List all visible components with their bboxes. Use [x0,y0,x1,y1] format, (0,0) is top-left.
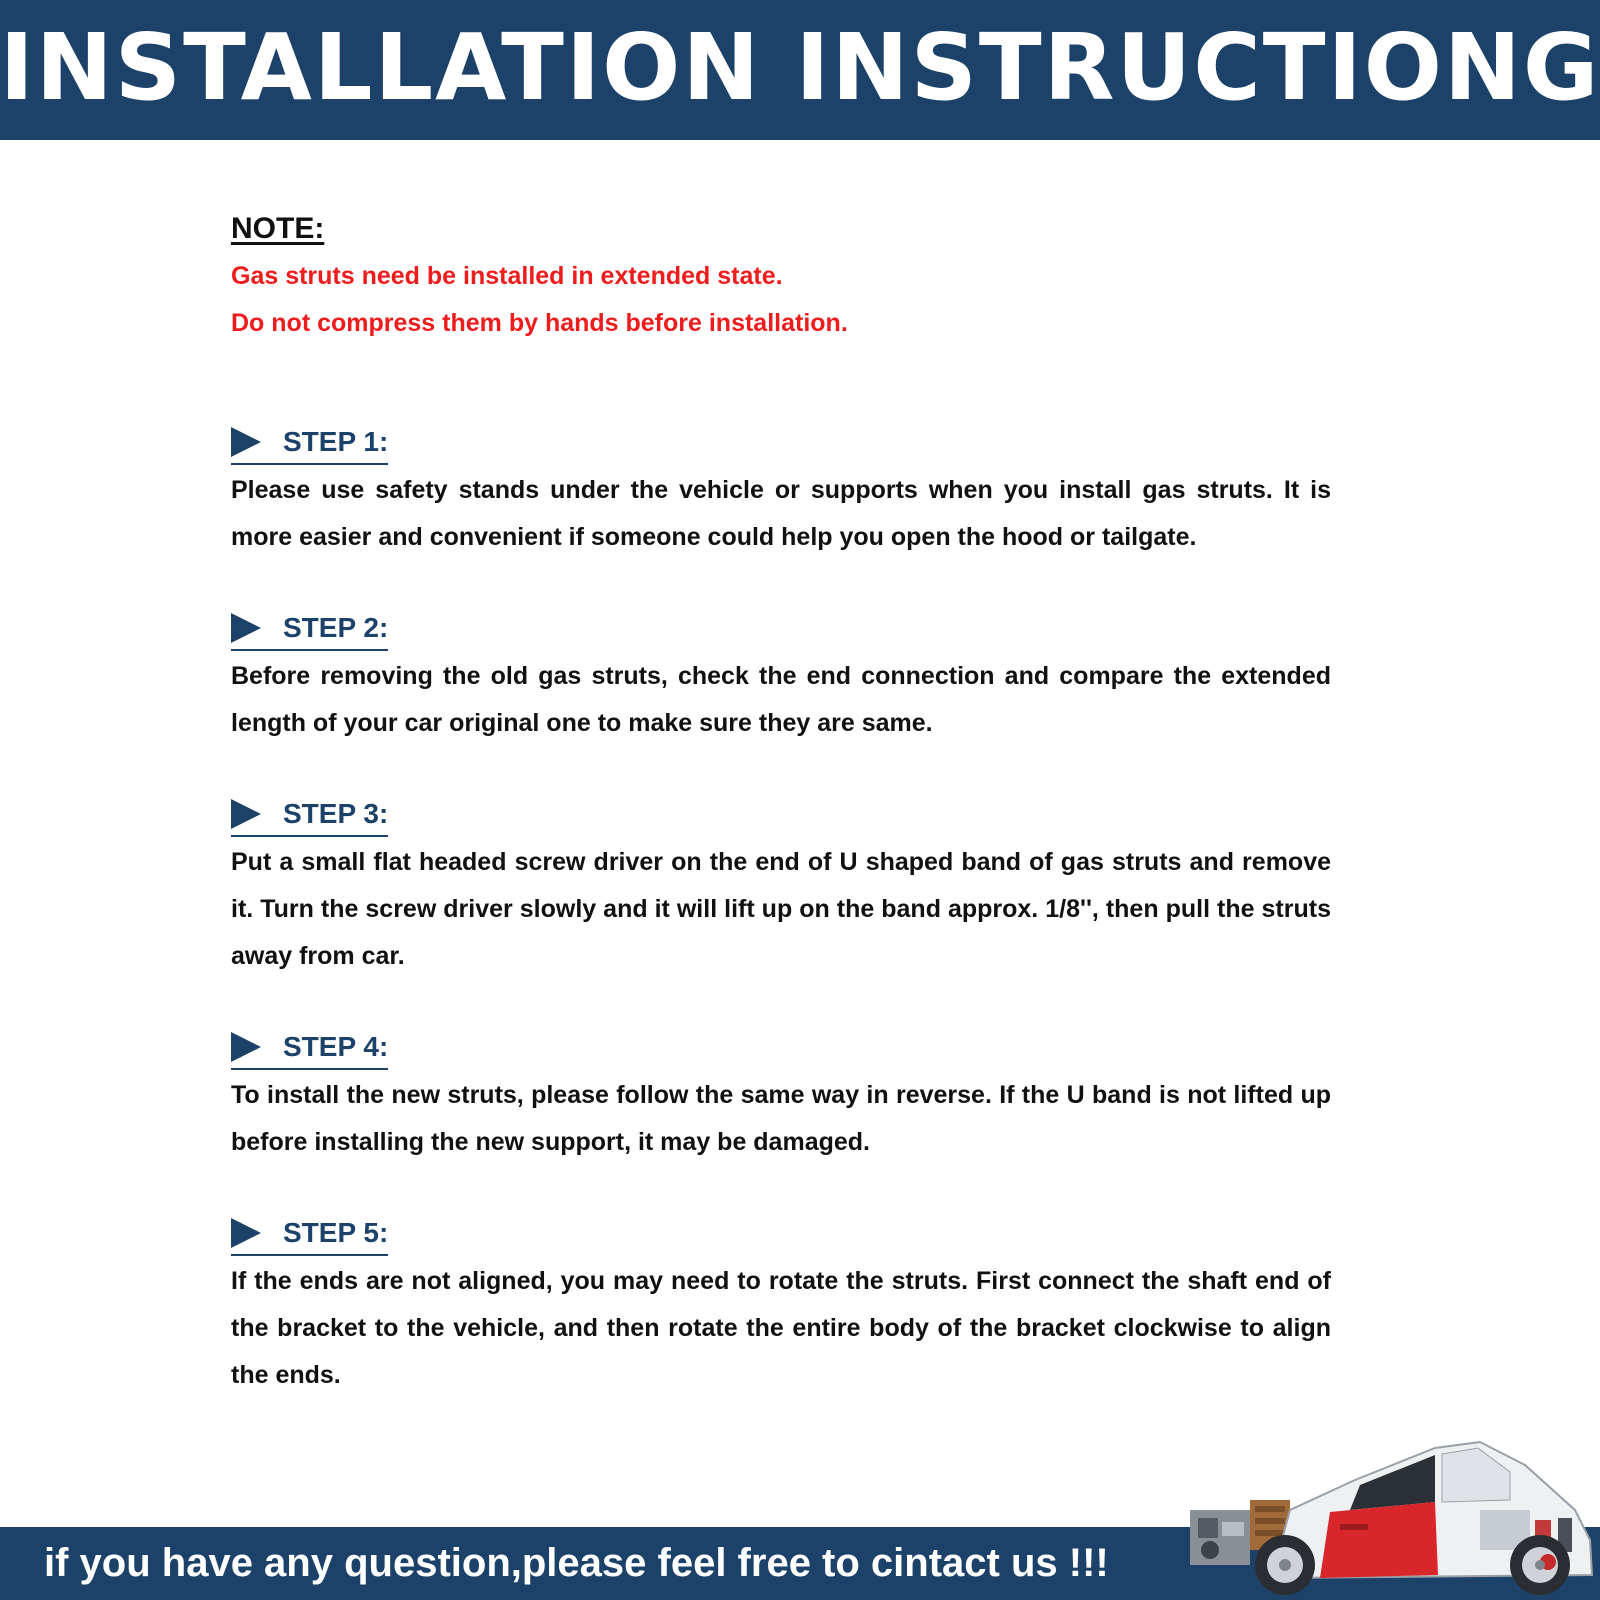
instructions-content [231,205,1331,1446]
step-1 [231,422,1331,561]
car-parts-illustration [1180,1440,1600,1600]
step-5 [231,1213,1331,1399]
step-label: STEP 2: [283,612,389,643]
step-heading [231,1027,388,1070]
step-label: STEP 5: [283,1217,389,1248]
step-text: To install the new struts, please follow the same way in reverse. If the U band is not lifted up before installing the new support, it may be damaged. [231,1081,1331,1156]
step-heading [231,608,388,651]
triangle-right-icon [231,427,261,457]
triangle-right-icon [231,1218,261,1248]
note-heading: NOTE: [231,212,325,245]
step-4 [231,1027,1331,1166]
step-3 [231,794,1331,980]
step-2 [231,608,1331,747]
step-label: STEP 1: [283,426,389,457]
step-text: Put a small flat headed screw driver on the end of U shaped band of gas struts and remove it. Turn the screw driver slowly and it will lift up on the band approx. 1/8'', then pull the struts away from car. [231,848,1331,970]
footer-contact-text: if you have any question,please feel free to cintact us !!! [44,1541,1109,1585]
step-text: If the ends are not aligned, you may need to rotate the struts. First connect the shaft end of the bracket to the vehicle, and then rotate the entire body of the bracket clockwise to align the ends. [231,1267,1331,1389]
note-line: Do not compress them by hands before installation. [231,309,848,337]
step-heading [231,794,388,837]
triangle-right-icon [231,799,261,829]
step-heading [231,1213,388,1256]
note-line: Gas struts need be installed in extended state. [231,262,783,290]
step-label: STEP 3: [283,798,389,829]
page-title: INSTALLATION INSTRUCTIONG [0,13,1600,121]
step-label: STEP 4: [283,1031,389,1062]
car-door [1320,1502,1438,1578]
steps-list [231,422,1331,1399]
step-text: Please use safety stands under the vehicle or supports when you install gas struts. It is more easier and convenient if someone could help you open the hood or tailgate. [231,476,1331,551]
step-text: Before removing the old gas struts, check the end connection and compare the extended length of your car original one to make sure they are same. [231,662,1331,737]
header-banner [0,0,1600,140]
triangle-right-icon [231,1032,261,1062]
triangle-right-icon [231,613,261,643]
step-heading [231,422,388,465]
